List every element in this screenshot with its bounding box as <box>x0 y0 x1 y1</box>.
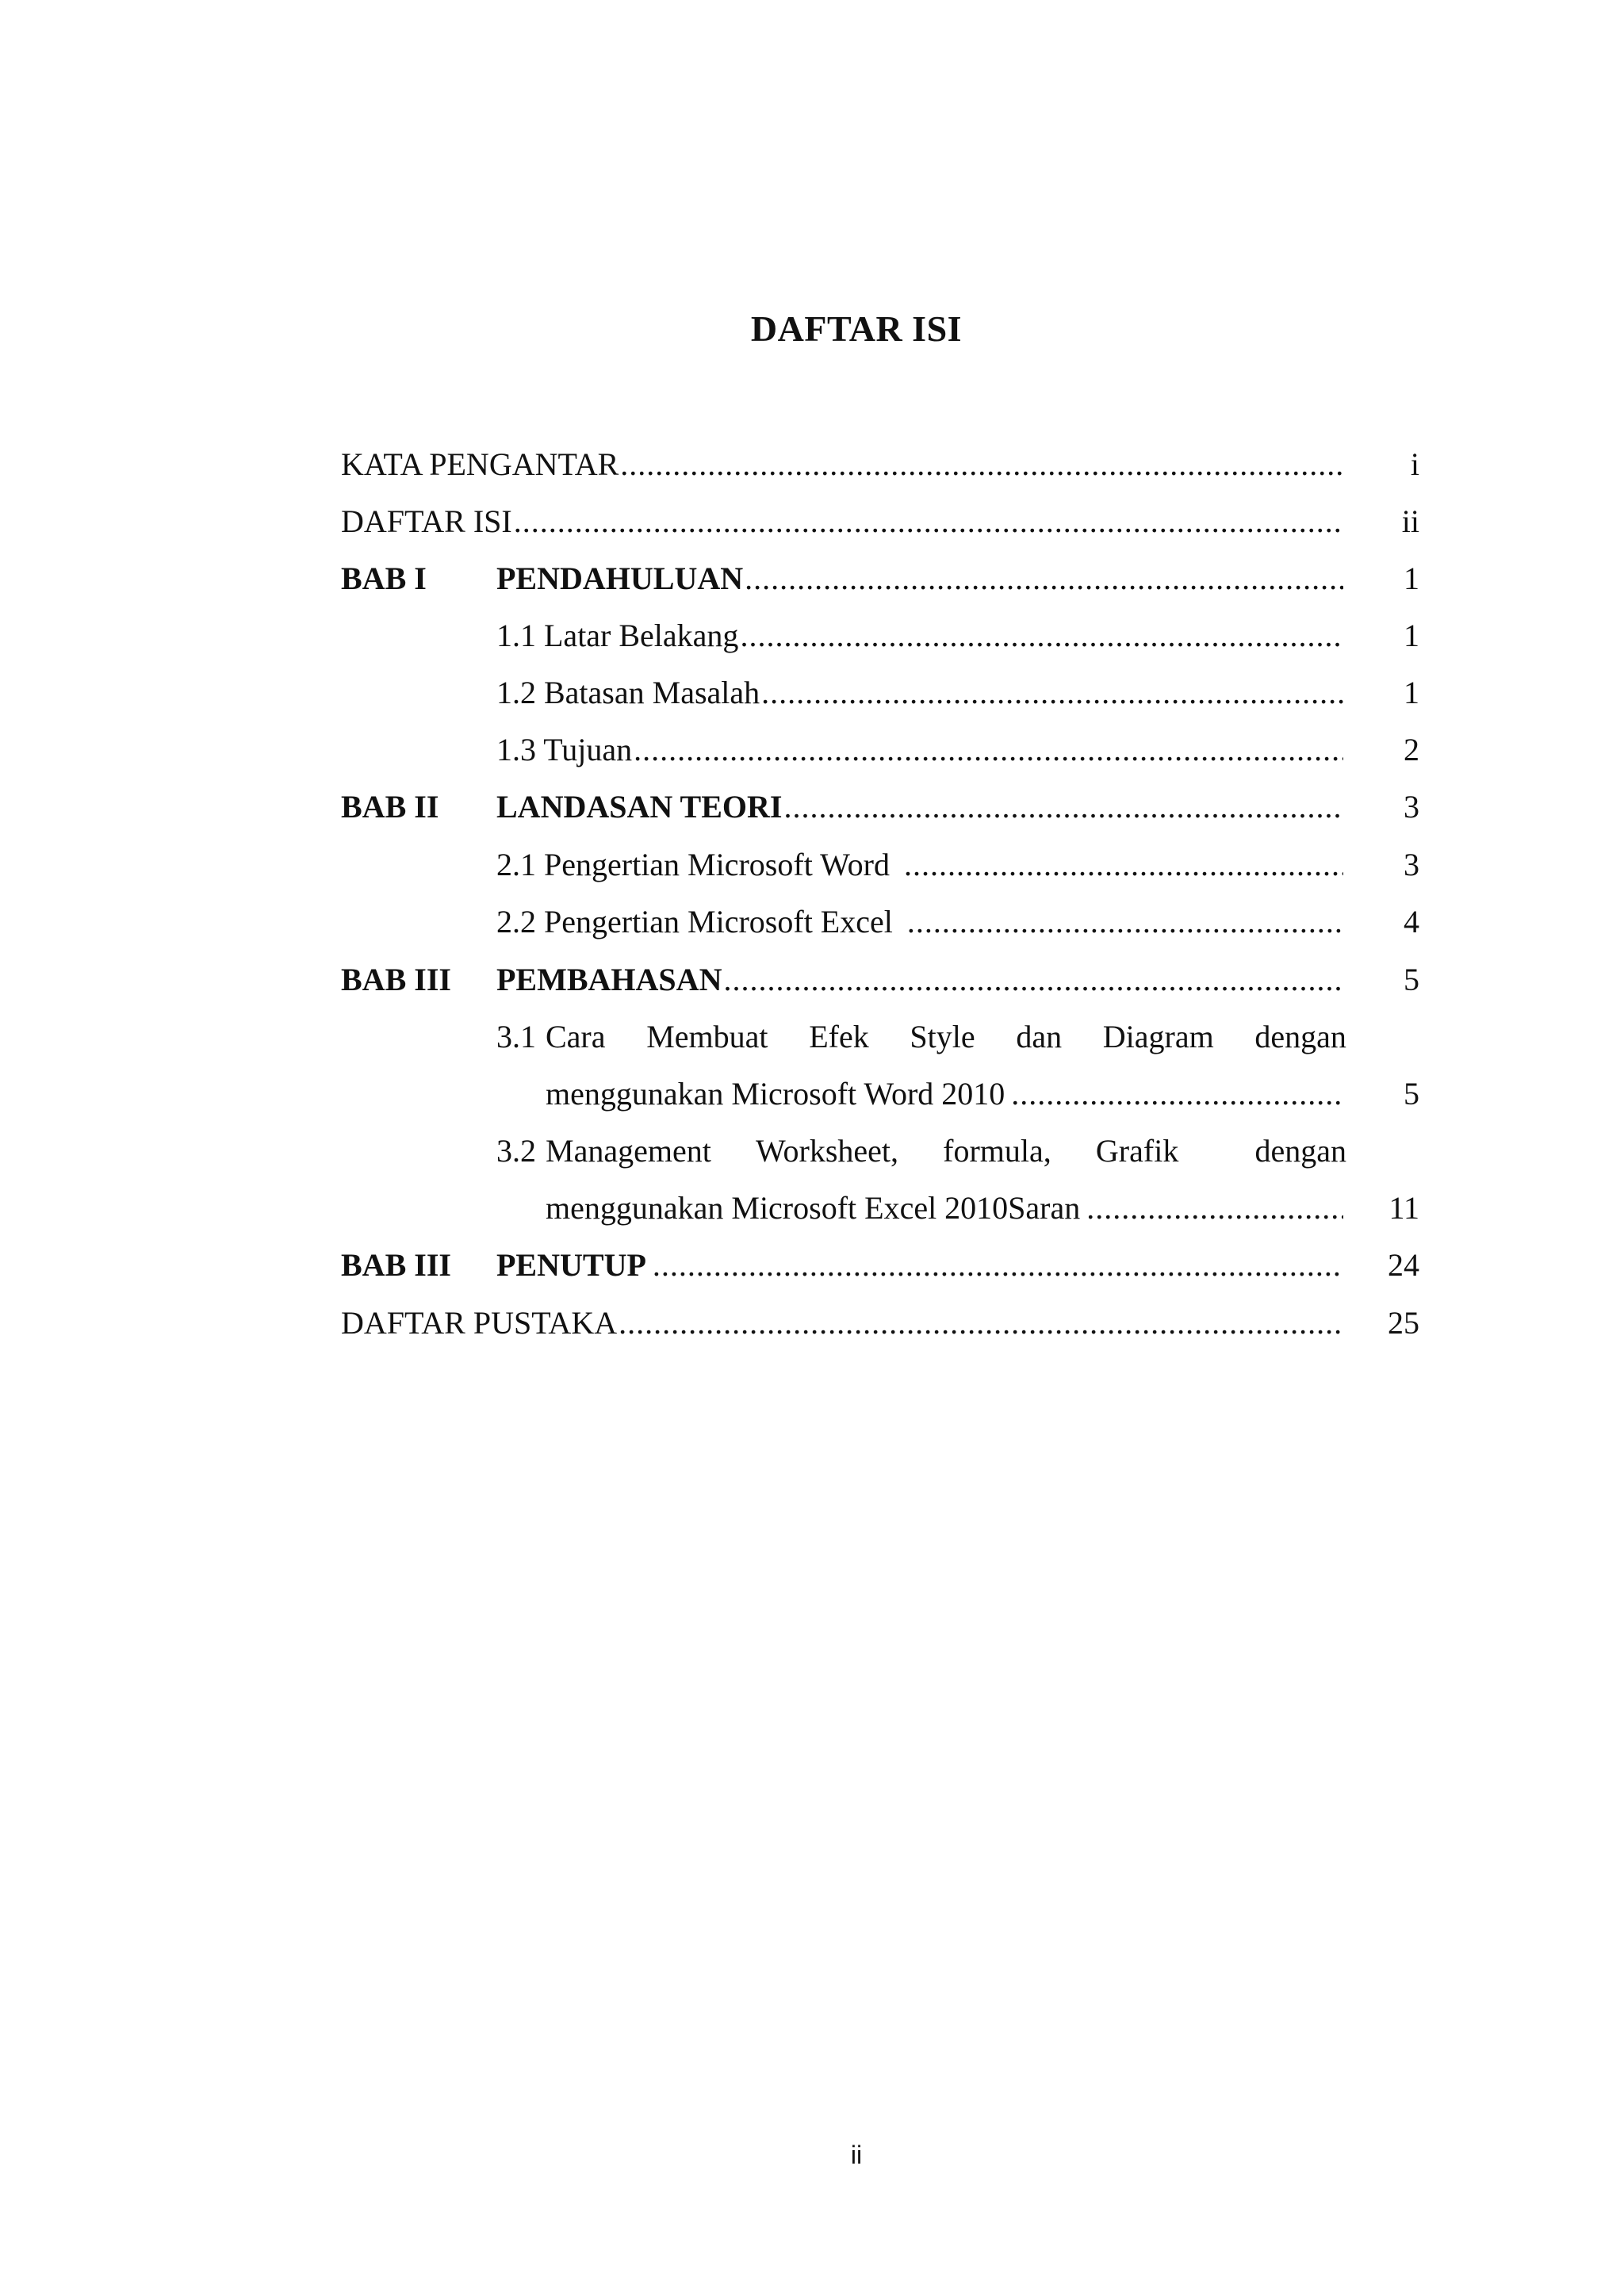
section-number: 3.1 <box>496 1019 536 1054</box>
toc-entry-label: 2.2 Pengertian Microsoft Excel <box>496 904 893 939</box>
chapter-label: BAB II <box>341 789 439 825</box>
section-number: 3.2 <box>496 1133 536 1169</box>
toc-word: dengan <box>1254 1019 1346 1054</box>
chapter-title: PEMBAHASAN <box>496 962 722 997</box>
toc-page-number: i <box>1410 446 1419 482</box>
toc-page-number: 1 <box>1404 618 1419 653</box>
table-of-contents <box>341 0 1419 1427</box>
toc-row-daftar-isi <box>341 498 1419 545</box>
toc-row-section-3-1 <box>341 1013 1419 1061</box>
toc-entry <box>496 956 1343 1004</box>
toc-row-section-3-2-cont <box>341 1184 1419 1232</box>
toc-entry-label: menggunakan Microsoft Excel 2010Saran <box>546 1190 1081 1226</box>
toc-entry-label: menggunakan Microsoft Word 2010 <box>546 1076 1005 1112</box>
chapter-title: LANDASAN TEORI <box>496 789 783 825</box>
toc-page-number: 5 <box>1404 962 1419 997</box>
dot-leader <box>634 726 1343 774</box>
toc-word: Membuat <box>646 1019 768 1054</box>
toc-page-number: 1 <box>1404 675 1419 710</box>
toc-entry-label: KATA PENGANTAR <box>341 446 619 482</box>
page-number-footer: ii <box>850 2141 863 2169</box>
dot-leader <box>745 555 1343 603</box>
toc-word: formula, <box>943 1133 1051 1169</box>
chapter-title: PENDAHULUAN <box>496 561 744 596</box>
toc-entry <box>496 669 1343 717</box>
dot-leader <box>1011 1070 1343 1118</box>
toc-entry <box>341 498 1343 545</box>
toc-entry-label: 1.1 Latar Belakang <box>496 618 739 653</box>
page-title: DAFTAR ISI <box>750 308 963 349</box>
dot-leader <box>761 669 1343 717</box>
toc-word: dengan <box>1254 1133 1346 1169</box>
toc-word: Style <box>910 1019 975 1054</box>
toc-page-number: 24 <box>1388 1247 1419 1283</box>
toc-row-section-1-2 <box>341 669 1419 717</box>
toc-page-number: 4 <box>1404 904 1419 939</box>
dot-leader <box>783 783 1343 831</box>
dot-leader <box>740 612 1343 660</box>
toc-entry-label: 1.3 Tujuan <box>496 732 633 767</box>
toc-row-section-1-1 <box>341 612 1419 660</box>
toc-row-bab-1 <box>341 555 1419 603</box>
dot-leader <box>723 956 1343 1004</box>
toc-entry <box>496 726 1343 774</box>
toc-entry <box>496 841 1343 889</box>
toc-word: Diagram <box>1102 1019 1214 1054</box>
toc-page-number: 11 <box>1388 1190 1419 1226</box>
toc-entry-label: 1.2 Batasan Masalah <box>496 675 760 710</box>
toc-page-number: 2 <box>1404 732 1419 767</box>
toc-entry <box>341 1299 1343 1347</box>
toc-entry <box>496 1242 1343 1289</box>
toc-row-bab-4 <box>341 1242 1419 1289</box>
toc-entry-label: DAFTAR PUSTAKA <box>341 1305 618 1341</box>
toc-entry <box>496 898 1343 946</box>
toc-entry-label: 2.1 Pengertian Microsoft Word <box>496 847 890 882</box>
chapter-title: PENUTUP <box>496 1247 646 1283</box>
toc-page-number: 25 <box>1388 1305 1419 1341</box>
toc-row-section-2-1 <box>341 841 1419 889</box>
toc-page-number: 1 <box>1404 561 1419 596</box>
toc-page-number: 5 <box>1404 1076 1419 1112</box>
dot-leader <box>619 1299 1343 1347</box>
chapter-label: BAB III <box>341 962 451 997</box>
toc-entry-label <box>546 1127 1346 1175</box>
toc-page-number: ii <box>1401 503 1419 539</box>
chapter-label: BAB III <box>341 1247 451 1283</box>
toc-row-section-3-1-cont <box>341 1070 1419 1118</box>
toc-entry <box>496 783 1343 831</box>
toc-word: Efek <box>809 1019 869 1054</box>
toc-entry <box>341 441 1343 488</box>
dot-leader <box>904 841 1343 889</box>
toc-row-section-1-3 <box>341 726 1419 774</box>
toc-word: Grafik <box>1095 1133 1179 1169</box>
toc-word: Worksheet, <box>755 1133 899 1169</box>
toc-row-bab-2 <box>341 783 1419 831</box>
toc-entry <box>496 555 1343 603</box>
toc-word: Management <box>546 1133 711 1169</box>
toc-row-section-3-2 <box>341 1127 1419 1175</box>
dot-leader <box>620 441 1343 488</box>
toc-word: Cara <box>546 1019 606 1054</box>
dot-leader <box>907 898 1343 946</box>
toc-row-kata-pengantar <box>341 441 1419 488</box>
toc-entry <box>546 1184 1343 1232</box>
dot-leader <box>1086 1184 1343 1232</box>
toc-page-number: 3 <box>1404 847 1419 882</box>
dot-leader <box>653 1242 1343 1289</box>
toc-entry-label <box>546 1013 1346 1061</box>
toc-entry-label: DAFTAR ISI <box>341 503 512 539</box>
toc-row-section-2-2 <box>341 898 1419 946</box>
toc-entry <box>546 1070 1343 1118</box>
toc-entry <box>496 612 1343 660</box>
toc-row-daftar-pustaka <box>341 1299 1419 1347</box>
toc-page-number: 3 <box>1404 789 1419 825</box>
toc-word: dan <box>1016 1019 1063 1054</box>
dot-leader <box>514 498 1343 545</box>
toc-row-bab-3 <box>341 956 1419 1004</box>
chapter-label: BAB I <box>341 561 427 596</box>
